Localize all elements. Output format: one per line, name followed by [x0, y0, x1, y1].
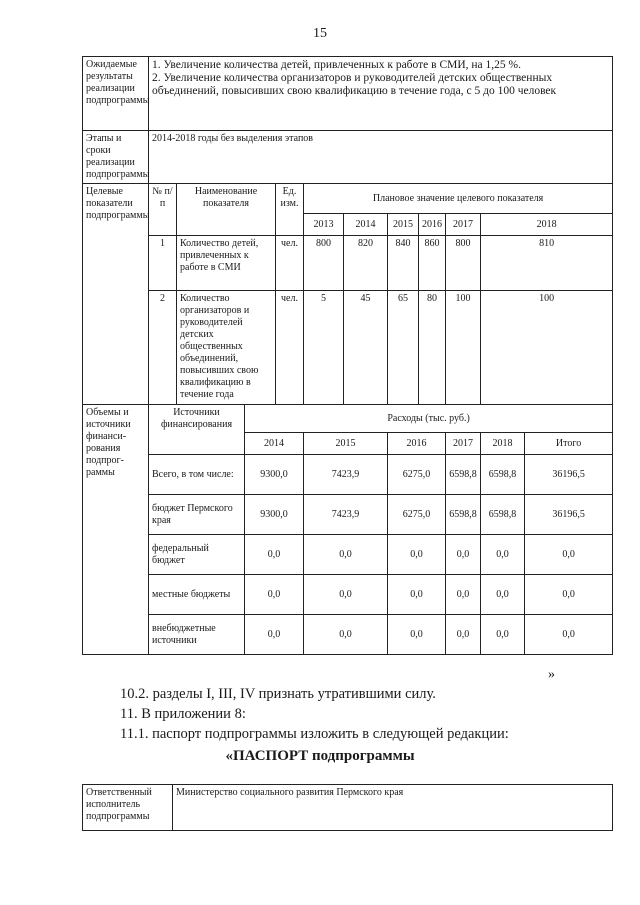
table-row: [83, 495, 613, 535]
table-row: [83, 535, 613, 575]
funding-value: 0,0: [525, 535, 613, 575]
targets-header-planned: Плановое значение целевого показателя: [304, 184, 613, 214]
funding-value: 0,0: [388, 575, 446, 615]
target-value: 100: [481, 291, 613, 405]
funding-value: 6598,8: [481, 455, 525, 495]
funding-value: 0,0: [245, 575, 304, 615]
funding-year: 2014: [245, 433, 304, 455]
stages-value: 2014-2018 годы без выделения этапов: [149, 131, 613, 184]
funding-value: 0,0: [525, 575, 613, 615]
funding-source: Всего, в том числе:: [149, 455, 245, 495]
paragraph-11-1: 11.1. паспорт подпрограммы изложить в следующей редакции:: [120, 726, 509, 742]
funding-value: 0,0: [481, 575, 525, 615]
responsible-label: Ответственный исполнитель подпрограммы: [83, 785, 173, 831]
stages-label: Этапы и сроки реализации подпрограммы: [83, 131, 149, 184]
funding-value: 0,0: [304, 535, 388, 575]
passport-table: [82, 56, 613, 655]
table-row: [83, 575, 613, 615]
funding-value: 0,0: [525, 615, 613, 655]
target-name: Количество детей, привлеченных к работе в СМИ: [177, 236, 276, 291]
target-value: 840: [388, 236, 419, 291]
target-value: 65: [388, 291, 419, 405]
funding-value: 0,0: [481, 615, 525, 655]
funding-value: 6598,8: [446, 455, 481, 495]
paragraph-11: 11. В приложении 8:: [120, 706, 246, 722]
expected-results-label: Ожидаемые результаты реализации подпрограммы: [83, 57, 149, 131]
targets-header-num: № п/п: [149, 184, 177, 236]
targets-year: 2013: [304, 214, 344, 236]
target-num: 1: [149, 236, 177, 291]
funding-value: 0,0: [481, 535, 525, 575]
funding-source: местные бюджеты: [149, 575, 245, 615]
targets-year: 2017: [446, 214, 481, 236]
funding-value: 6275,0: [388, 495, 446, 535]
funding-value: 0,0: [304, 575, 388, 615]
targets-year: 2016: [419, 214, 446, 236]
funding-value: 9300,0: [245, 455, 304, 495]
funding-value: 0,0: [388, 615, 446, 655]
new-passport-table: [82, 784, 613, 831]
paragraph-10-2: 10.2. разделы I, III, IV признать утратившими силу.: [120, 686, 436, 702]
table-row: [83, 615, 613, 655]
targets-year: 2018: [481, 214, 613, 236]
target-value: 810: [481, 236, 613, 291]
target-value: 800: [304, 236, 344, 291]
target-name: Количество организаторов и руководителей детских общественных объединений, повысивших свою квалификацию в течение года: [177, 291, 276, 405]
target-unit: чел.: [276, 236, 304, 291]
target-value: 820: [344, 236, 388, 291]
table-row: [83, 236, 613, 291]
funding-year: Итого: [525, 433, 613, 455]
table-row: [83, 455, 613, 495]
target-unit: чел.: [276, 291, 304, 405]
funding-header-expenses: Расходы (тыс. руб.): [245, 405, 613, 433]
page-number: 15: [313, 26, 327, 41]
funding-source: федеральный бюджет: [149, 535, 245, 575]
targets-label: Целевые показатели подпрограммы: [83, 184, 149, 405]
funding-value: 0,0: [446, 615, 481, 655]
table-row: [83, 291, 613, 405]
expected-result-1: 1. Увеличение количества детей, привлеченных к работе в СМИ, на 1,25 %.: [152, 59, 521, 71]
closing-quote: »: [548, 667, 555, 682]
funding-value: 9300,0: [245, 495, 304, 535]
funding-year: 2015: [304, 433, 388, 455]
target-value: 800: [446, 236, 481, 291]
target-value: 5: [304, 291, 344, 405]
target-value: 860: [419, 236, 446, 291]
funding-value: 0,0: [245, 535, 304, 575]
funding-year: 2016: [388, 433, 446, 455]
targets-year: 2014: [344, 214, 388, 236]
funding-year: 2017: [446, 433, 481, 455]
funding-value: 36196,5: [525, 495, 613, 535]
responsible-value: Министерство социального развития Пермского края: [173, 785, 613, 831]
funding-value: 7423,9: [304, 495, 388, 535]
target-value: 45: [344, 291, 388, 405]
target-num: 2: [149, 291, 177, 405]
funding-value: 6275,0: [388, 455, 446, 495]
targets-header-name: Наименование показателя: [177, 184, 276, 236]
funding-value: 0,0: [388, 535, 446, 575]
funding-value: 6598,8: [481, 495, 525, 535]
target-value: 100: [446, 291, 481, 405]
funding-value: 0,0: [446, 575, 481, 615]
funding-source: внебюджетные источники: [149, 615, 245, 655]
funding-year: 2018: [481, 433, 525, 455]
targets-header-unit: Ед. изм.: [276, 184, 304, 236]
funding-value: 6598,8: [446, 495, 481, 535]
funding-label: Объемы и источники финанси- рования подпрог- раммы: [83, 405, 149, 655]
target-value: 80: [419, 291, 446, 405]
funding-value: 7423,9: [304, 455, 388, 495]
funding-value: 0,0: [304, 615, 388, 655]
funding-value: 0,0: [245, 615, 304, 655]
funding-source: бюджет Пермского края: [149, 495, 245, 535]
funding-header-sources: Источники финансирования: [149, 405, 245, 455]
new-passport-title: «ПАСПОРТ подпрограммы: [225, 748, 415, 764]
funding-value: 36196,5: [525, 455, 613, 495]
targets-year: 2015: [388, 214, 419, 236]
funding-value: 0,0: [446, 535, 481, 575]
expected-result-2: 2. Увеличение количества организаторов и руководителей детских общественных объединений, повысивших свою квалификацию в течение года, с 5 до 100 человек: [152, 72, 557, 97]
